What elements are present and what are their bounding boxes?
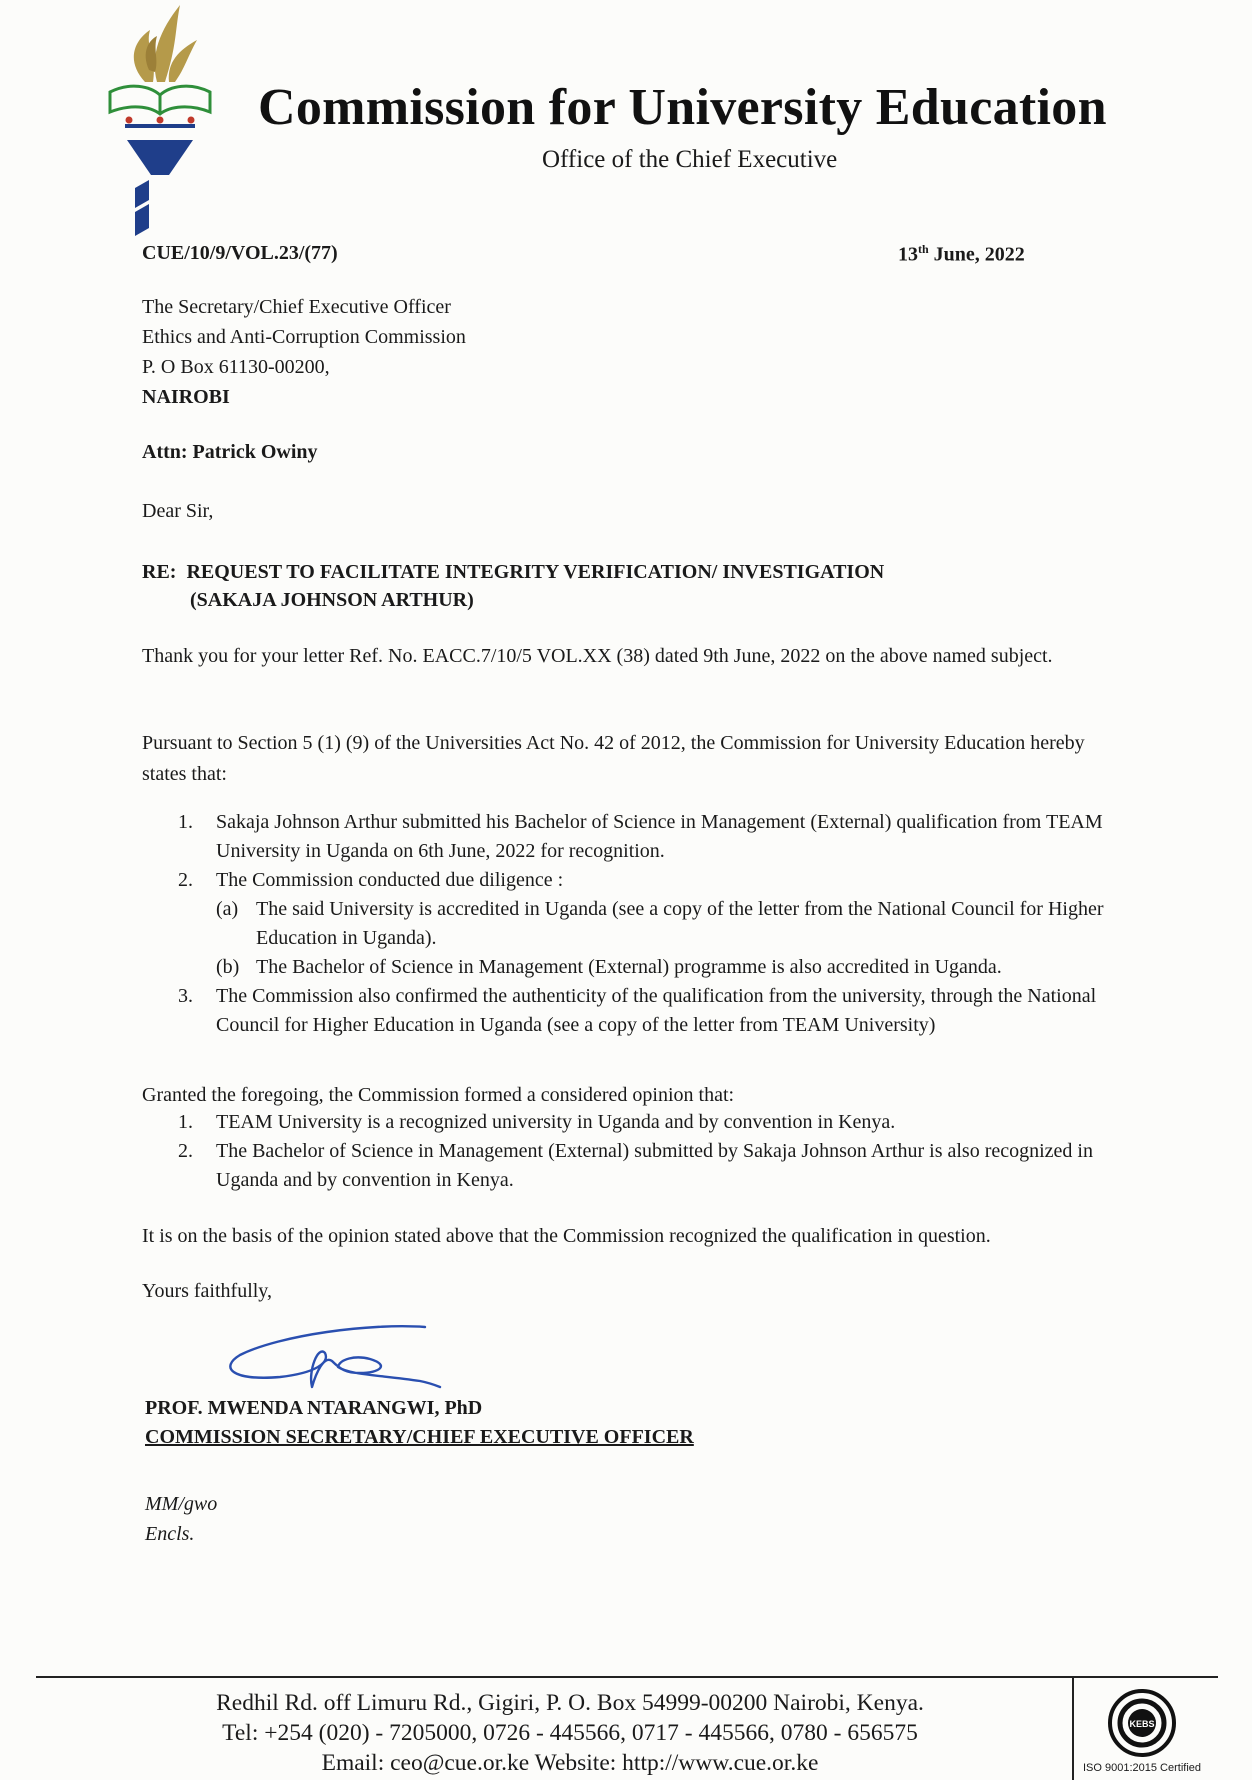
kebs-certification-icon	[1107, 1688, 1177, 1758]
date-rest: June, 2022	[928, 243, 1025, 266]
footer-contact	[140, 1688, 1000, 1778]
list-text: Sakaja Johnson Arthur submitted his Bachelor of Science in Management (External) qualification from TEAM University in Uganda on 6th June, 2022 for recognition.	[216, 811, 1103, 862]
subject-line-2: (SAKAJA JOHNSON ARTHUR)	[190, 589, 474, 611]
letter-date	[898, 242, 1025, 267]
date-day: 13	[898, 243, 918, 266]
addressee-block	[142, 292, 466, 412]
enclosures-line: Encls.	[145, 1523, 195, 1545]
footer-divider	[36, 1676, 1218, 1678]
sublist-letter: (b)	[216, 956, 240, 978]
office-name: Office of the Chief Executive	[542, 146, 838, 173]
list-text: The Commission conducted due diligence :	[216, 869, 564, 891]
signer-name: PROF. MWENDA NTARANGWI, PhD	[145, 1397, 483, 1419]
kebs-badge-text: KEBS	[1129, 1719, 1155, 1729]
body-paragraph-4: It is on the basis of the opinion stated above that the Commission recognized the qualification in question.	[142, 1225, 991, 1247]
list-text: The Commission also confirmed the authenticity of the qualification from the university, through the National Council for Higher Education in Uganda (see a copy of the letter from TEAM University)	[216, 985, 1097, 1036]
body-paragraph-1: Thank you for your letter Ref. No. EACC.7/10/5 VOL.XX (38) dated 9th June, 2022 on the above named subject.	[142, 645, 1053, 667]
reference-initials	[145, 1489, 217, 1549]
list-number: 2.	[178, 869, 193, 891]
cue-torch-logo	[105, 0, 215, 240]
list-text: TEAM University is a recognized university in Uganda and by convention in Kenya.	[216, 1111, 896, 1133]
subject-line-1: RE: REQUEST TO FACILITATE INTEGRITY VERIFICATION/ INVESTIGATION	[142, 561, 885, 583]
list-number: 2.	[178, 1140, 193, 1162]
body-paragraph-2: Pursuant to Section 5 (1) (9) of the Universities Act No. 42 of 2012, the Commission for University Education hereby states that:	[142, 732, 1085, 785]
organization-name: Commission for University Education	[258, 79, 1107, 136]
initials-line: MM/gwo	[145, 1493, 218, 1515]
list-number: 1.	[178, 811, 193, 833]
signer-title: COMMISSION SECRETARY/CHIEF EXECUTIVE OFFICER	[145, 1426, 694, 1448]
footer-vertical-divider	[1072, 1676, 1074, 1780]
subject-line	[142, 558, 884, 614]
attention-line: Attn: Patrick Owiny	[142, 441, 318, 463]
list-number: 3.	[178, 985, 193, 1007]
addressee-line: The Secretary/Chief Executive Officer	[142, 296, 451, 318]
sublist-text: The said University is accredited in Uganda (see a copy of the letter from the National Council for Higher Education in Uganda).	[256, 898, 1104, 949]
addressee-line: P. O Box 61130-00200,	[142, 356, 330, 378]
iso-certification-text: ISO 9001:2015 Certified	[1083, 1762, 1202, 1774]
addressee-city: NAIROBI	[142, 386, 230, 408]
reference-number: CUE/10/9/VOL.23/(77)	[142, 242, 338, 264]
sublist-text: The Bachelor of Science in Management (External) programme is also accredited in Uganda.	[256, 956, 1002, 978]
footer-address: Redhil Rd. off Limuru Rd., Gigiri, P. O. Box 54999-00200 Nairobi, Kenya.	[216, 1690, 924, 1716]
valediction: Yours faithfully,	[142, 1280, 273, 1302]
footer-phones: Tel: +254 (020) - 7205000, 0726 - 445566, 0717 - 445566, 0780 - 656575	[222, 1720, 918, 1746]
body-paragraph-3: Granted the foregoing, the Commission formed a considered opinion that:	[142, 1084, 735, 1106]
list-text: The Bachelor of Science in Management (External) submitted by Sakaja Johnson Arthur is also recognized in Uganda and by convention in Kenya.	[216, 1140, 1093, 1191]
addressee-line: Ethics and Anti-Corruption Commission	[142, 326, 466, 348]
sublist-letter: (a)	[216, 898, 239, 920]
footer-email-website: Email: ceo@cue.or.ke Website: http://www.cue.or.ke	[321, 1750, 819, 1776]
salutation: Dear Sir,	[142, 500, 214, 522]
handwritten-signature	[220, 1315, 450, 1395]
list-number: 1.	[178, 1111, 193, 1133]
date-suffix: th	[918, 242, 929, 256]
